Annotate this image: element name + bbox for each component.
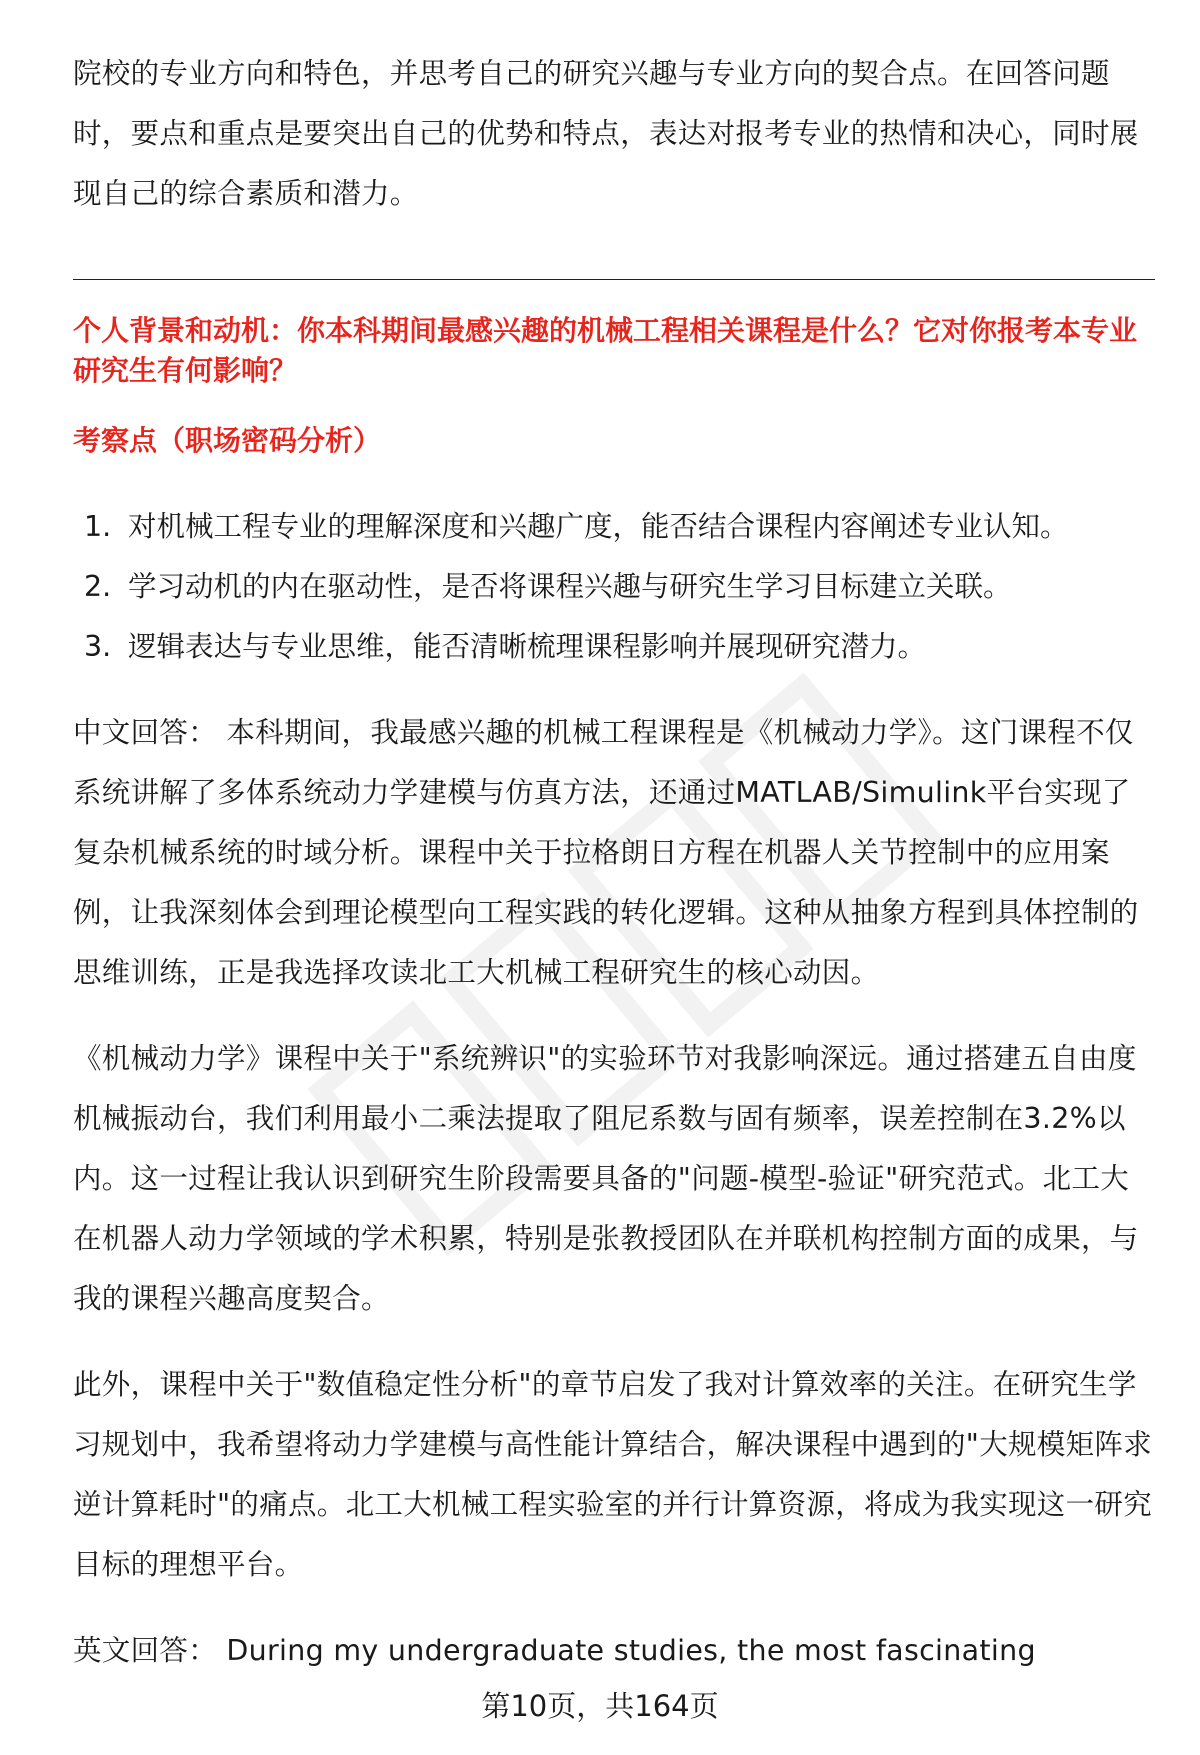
list-item-number: 3. <box>84 630 112 663</box>
chinese-answer-paragraph-3: 此外，课程中关于"数值稳定性分析"的章节启发了我对计算效率的关注。在研究生学习规划中，我希望将动力学建模与高性能计算结合，解决课程中遇到的"大规模矩阵求逆计算耗时"的痛点。北工大机械工程实验室的并行计算资源，将成为我实现这一研究目标的理想平台。 <box>73 1368 1153 1581</box>
english-answer-start: 英文回答： During my undergraduate studies, the most fascinating <box>73 1634 1036 1667</box>
question-heading: 个人背景和动机：你本科期间最感兴趣的机械工程相关课程是什么？它对你报考本专业研究生有何影响？ <box>73 314 1138 387</box>
assessment-points-list <box>84 497 1154 677</box>
list-item-text: 逻辑表达与专业思维，能否清晰梳理课程影响并展现研究潜力。 <box>128 630 927 663</box>
list-item <box>84 497 1154 557</box>
page-number-footer: 第10页，共164页 <box>481 1689 719 1723</box>
list-item <box>84 557 1154 617</box>
assessment-heading: 考察点（职场密码分析） <box>73 424 382 457</box>
intro-paragraph: 院校的专业方向和特色，并思考自己的研究兴趣与专业方向的契合点。在回答问题时，要点和重点是要突出自己的优势和特点，表达对报考专业的热情和决心，同时展现自己的综合素质和潜力。 <box>73 57 1139 210</box>
list-item-text: 学习动机的内在驱动性，是否将课程兴趣与研究生学习目标建立关联。 <box>128 570 1012 603</box>
chinese-answer-paragraph-1: 中文回答： 本科期间，我最感兴趣的机械工程课程是《机械动力学》。这门课程不仅系统讲解了多体系统动力学建模与仿真方法，还通过MATLAB/Simulink平台实现了复杂机械系统的时域分析。课程中关于拉格朗日方程在机器人关节控制中的应用案例，让我深刻体会到理论模型向工程实践的转化逻辑。这种从抽象方程到具体控制的思维训练，正是我选择攻读北工大机械工程研究生的核心动因。 <box>73 716 1139 989</box>
section-divider <box>73 279 1155 280</box>
chinese-answer-paragraph-2: 《机械动力学》课程中关于"系统辨识"的实验环节对我影响深远。通过搭建五自由度机械振动台，我们利用最小二乘法提取了阻尼系数与固有频率，误差控制在3.2%以内。这一过程让我认识到研究生阶段需要具备的"问题-模型-验证"研究范式。北工大在机器人动力学领域的学术积累，特别是张教授团队在并联机构控制方面的成果，与我的课程兴趣高度契合。 <box>73 1042 1139 1315</box>
list-item-number: 2. <box>84 570 112 603</box>
list-item-number: 1. <box>84 510 112 543</box>
list-item <box>84 617 1154 677</box>
list-item-text: 对机械工程专业的理解深度和兴趣广度，能否结合课程内容阐述专业认知。 <box>128 510 1069 543</box>
